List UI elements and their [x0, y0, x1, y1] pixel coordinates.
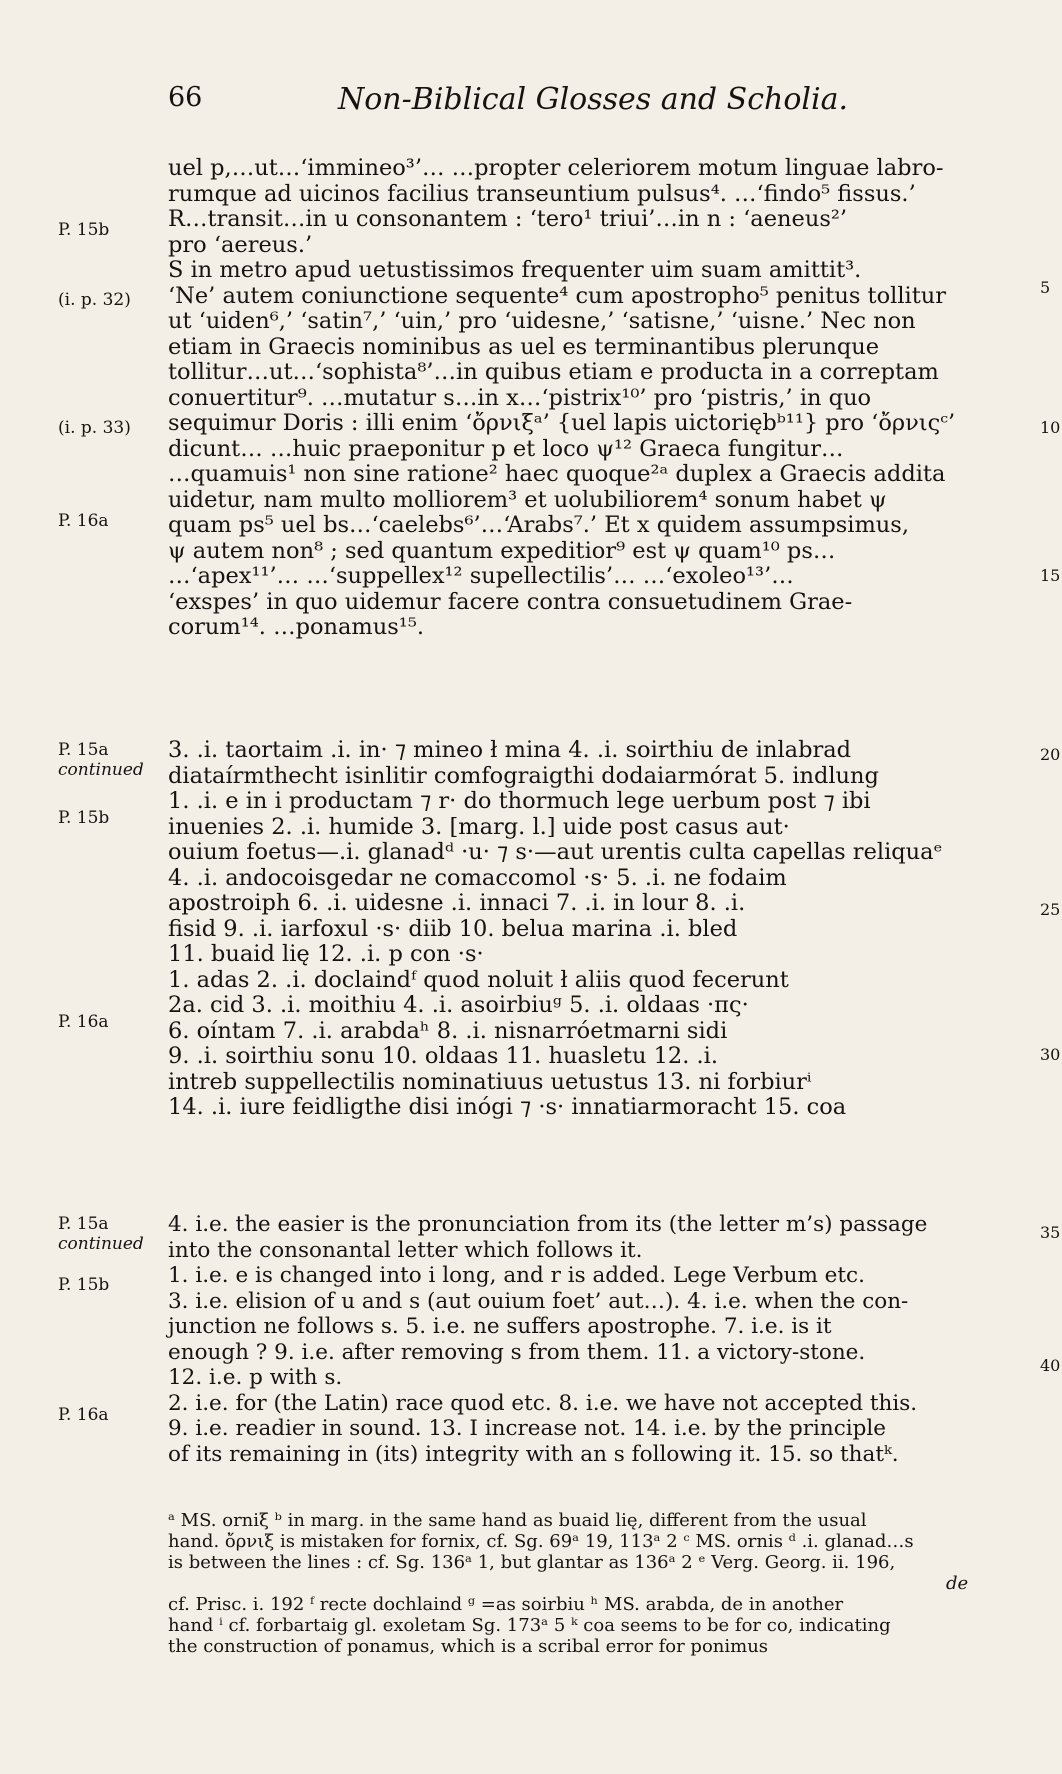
footnote-line: hand. ὄρνιξ is mistaken for fornix, cf. Sg. 69ᵃ 19, 113ᵃ 2 ᶜ MS. ornis ᵈ .i. glanad…s — [168, 1531, 914, 1552]
translation-line: of its remaining in (its) integrity with an s following it. 15. so thatᵏ. — [168, 1441, 899, 1467]
text-line: R…transit…in u consonantem : ‘tero¹ triui’…in n : ‘aeneus²’ — [168, 206, 848, 232]
gloss-line: 6. oíntam 7. .i. arabdaʰ 8. .i. nisnarróetmarni sidi — [168, 1017, 728, 1044]
margin-ref: P. 16a — [58, 511, 109, 531]
footnotes-block — [168, 1510, 1016, 1657]
footnote-line: is between the lines : cf. Sg. 136ᵃ 1, but glantar as 136ᵃ 2 ᵉ Verg. Georg. ii. 196, — [168, 1552, 896, 1573]
text-line: uel p,…ut…‘immineo³’… …propter celeriorem motum linguae labro- — [168, 155, 944, 181]
text-line: ψ autem non⁸ ; sed quantum expeditior⁹ est ψ quam¹⁰ ps… — [168, 537, 836, 564]
translation-block — [168, 1212, 1016, 1467]
margin-ref: P. 15b — [58, 220, 110, 240]
translation-line: junction ne follows s. 5. i.e. ne suffers apostrophe. 7. i.e. is it — [168, 1314, 832, 1339]
margin-ref: P. 15a — [58, 740, 109, 760]
margin-ref-continued: continued — [58, 760, 144, 780]
line-number: 25 — [1040, 900, 1061, 919]
margin-ref: P. 16a — [58, 1405, 109, 1425]
gloss-line: 14. .i. iure feidligthe disi inógi ⁊ ·s· innatiarmoracht 15. coa — [168, 1094, 847, 1120]
gloss-line: 1. adas 2. .i. doclaindᶠ quod noluit ł aliis quod fecerunt — [168, 966, 789, 993]
gloss-line: 1. .i. e in i productam ⁊ r· do thormuch lege uerbum post ⁊ ibi — [168, 788, 871, 814]
text-line: …quamuis¹ non sine ratione² haec quoque²ᵃ duplex a Graecis addita — [168, 461, 946, 487]
gloss-text-block — [168, 738, 1016, 1121]
text-line: conuertitur⁹. …mutatur s…in x…‘pistrix¹⁰’ pro ‘pistris,’ in quo — [168, 384, 872, 411]
text-line: dicunt… …huic praeponitur p et loco ψ¹² Graeca fungitur… — [168, 435, 844, 462]
translation-line: enough ? 9. i.e. after removing s from them. 11. a victory-stone. — [168, 1339, 866, 1365]
translation-line: 9. i.e. readier in sound. 13. I increase not. 14. i.e. by the principle — [168, 1416, 886, 1441]
line-number: 30 — [1040, 1045, 1061, 1064]
text-line: rumque ad uicinos facilius transeuntium pulsus⁴. …‘findo⁵ fissus.’ — [168, 180, 916, 207]
gloss-line: 2a. cid 3. .i. moithiu 4. .i. asoirbiuᵍ 5. .i. oldaas ·πς· — [168, 992, 749, 1018]
text-line: sequimur Doris : illi enim ‘ὄρνιξᵃ’ {uel lapis uictoriębᵇ¹¹} pro ‘ὄρνιςᶜ’ — [168, 410, 956, 436]
translation-line: into the consonantal letter which follows it. — [168, 1237, 643, 1263]
footnote-line: hand ⁱ cf. forbartaig gl. exoletam Sg. 173ᵃ 5 ᵏ coa seems to be for co, indicating — [168, 1615, 891, 1636]
gloss-line: intreb suppellectilis nominatiuus uetustus 13. ni forbiurⁱ — [168, 1068, 812, 1095]
line-number: 15 — [1040, 566, 1061, 585]
gloss-line: fisid 9. .i. iarfoxul ·s· diib 10. belua marina .i. bled — [168, 915, 738, 942]
line-number: 5 — [1040, 278, 1051, 297]
translation-line: 4. i.e. the easier is the pronunciation from its (the letter m’s) passage — [168, 1212, 928, 1237]
text-line: quam ps⁵ uel bs…‘caelebs⁶’…‘Arabs⁷.’ Et x quidem assumpsimus, — [168, 512, 909, 538]
footnote-line: the construction of ponamus, which is a scribal error for ponimus — [168, 1636, 769, 1657]
text-line: …‘apex¹¹’… …‘suppellex¹² supellectilis’… …‘exoleo¹³’… — [168, 563, 794, 589]
margin-ref: P. 16a — [58, 1012, 109, 1032]
margin-ref: (i. p. 32) — [58, 290, 131, 310]
line-number: 20 — [1040, 745, 1061, 764]
text-line: etiam in Graecis nominibus as uel es terminantibus plerunque — [168, 333, 880, 360]
translation-line: 3. i.e. elision of u and s (aut ouium foet’ aut…). 4. i.e. when the con- — [168, 1288, 909, 1314]
gloss-line: diataírmthecht isinlitir comfograigthi dodaiarmórat 5. indlung — [168, 762, 879, 789]
line-number: 40 — [1040, 1356, 1061, 1375]
margin-ref: P. 15b — [58, 1275, 110, 1295]
text-line: corum¹⁴. …ponamus¹⁵. — [168, 614, 424, 640]
translation-line: 1. i.e. e is changed into i long, and r is added. Lege Verbum etc. — [168, 1263, 865, 1288]
footnote-line: cf. Prisc. i. 192 ᶠ recte dochlaind ᵍ =as soirbiu ʰ MS. arabda, de in another — [168, 1594, 844, 1615]
gloss-line: ouium foetus—.i. glanadᵈ ·u· ⁊ s·—aut urentis culta capellas reliquaᵉ — [168, 839, 943, 865]
text-line: S in metro apud uetustissimos frequenter uim suam amittit³. — [168, 257, 862, 283]
text-line: tollitur…ut…‘sophista⁸’…in quibus etiam e producta in a correptam — [168, 359, 939, 385]
line-number: 35 — [1040, 1223, 1061, 1242]
footnote-line: de — [946, 1573, 969, 1594]
page-number: 66 — [168, 82, 203, 113]
footnote-line: ᵃ MS. orniξ ᵇ in marg. in the same hand as buaid lię, different from the usual — [168, 1510, 867, 1531]
running-title: Non-Biblical Glosses and Scholia. — [338, 82, 849, 117]
line-number: 10 — [1040, 418, 1061, 437]
margin-ref: P. 15a — [58, 1214, 109, 1234]
margin-ref: (i. p. 33) — [58, 418, 131, 438]
gloss-line: inuenies 2. .i. humide 3. [marg. l.] uide post casus aut· — [168, 813, 790, 840]
gloss-line: 9. .i. soirthiu sonu 10. oldaas 11. huasletu 12. .i. — [168, 1043, 719, 1069]
margin-ref-continued: continued — [58, 1234, 144, 1254]
translation-line: 2. i.e. for (the Latin) race quod etc. 8. i.e. we have not accepted this. — [168, 1390, 918, 1416]
latin-text-block — [168, 156, 1016, 641]
text-line: ‘Ne’ autem coniunctione sequente⁴ cum apostropho⁵ penitus tollitur — [168, 282, 947, 309]
margin-ref: P. 15b — [58, 808, 110, 828]
text-line: ‘exspes’ in quo uidemur facere contra consuetudinem Grae- — [168, 588, 853, 615]
gloss-line: apostroiph 6. .i. uidesne .i. innaci 7. .i. in lour 8. .i. — [168, 890, 746, 916]
gloss-line: 11. buaid lię 12. .i. p con ·s· — [168, 941, 484, 967]
gloss-line: 3. .i. taortaim .i. in· ⁊ mineo ł mina 4. .i. soirthiu de inlabrad — [168, 737, 852, 763]
translation-line: 12. i.e. p with s. — [168, 1365, 343, 1390]
text-line: uidetur, nam multo molliorem³ et uolubiliorem⁴ sonum habet ψ — [168, 486, 887, 513]
text-line: ut ‘uiden⁶,’ ‘satin⁷,’ ‘uin,’ pro ‘uidesne,’ ‘satisne,’ ‘uisne.’ Nec non — [168, 308, 916, 334]
page-header — [168, 82, 1018, 122]
text-line: pro ‘aereus.’ — [168, 231, 313, 258]
gloss-line: 4. .i. andocoisgedar ne comaccomol ·s· 5. .i. ne fodaim — [168, 864, 787, 891]
